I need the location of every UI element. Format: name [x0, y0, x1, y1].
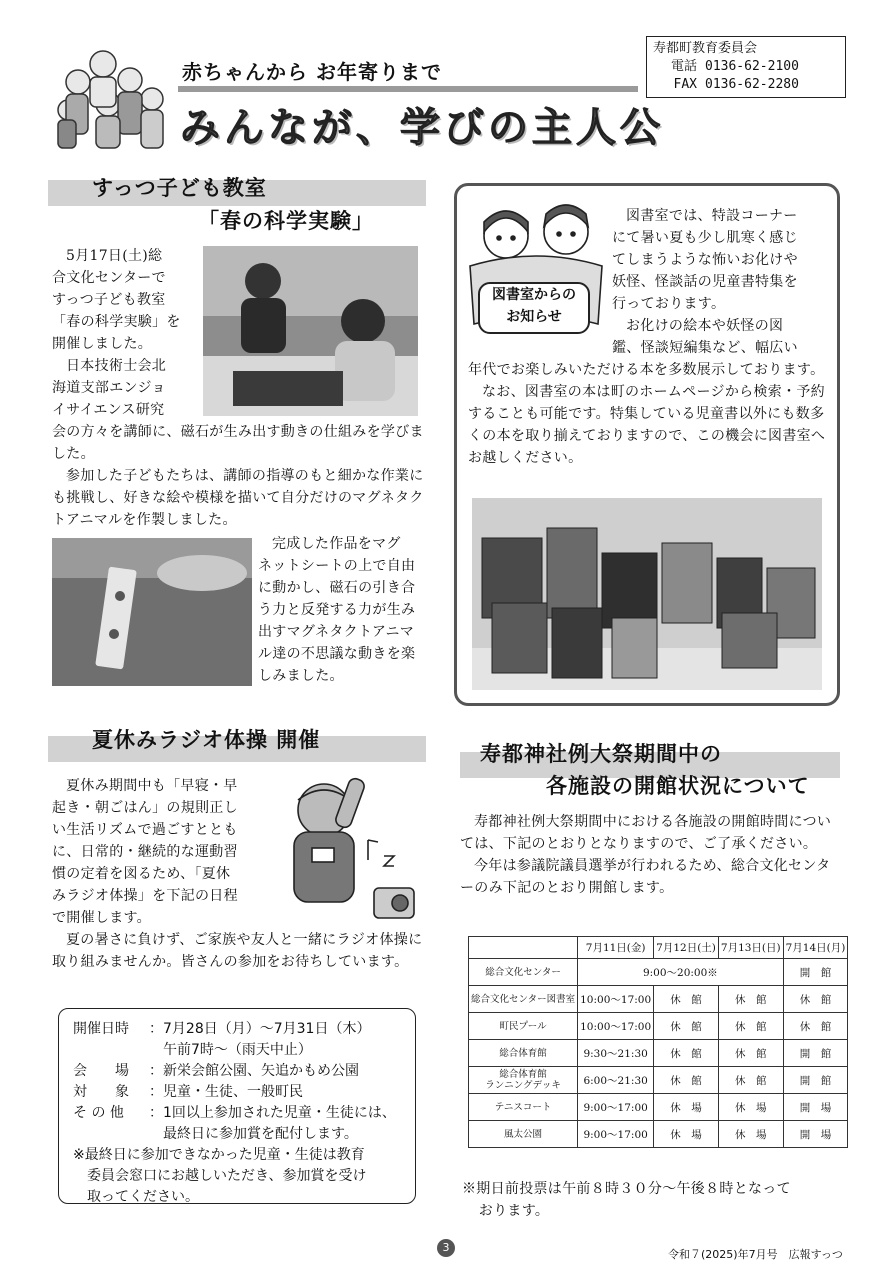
radio-exercise-illustration [272, 770, 422, 930]
table-cell-facility: テニスコート [469, 1094, 578, 1121]
science-p4-line: ル達の不思議な動きを楽 [258, 646, 416, 662]
library-badge [478, 282, 590, 334]
table-cell-facility: 総合文化センター図書室 [469, 986, 578, 1013]
science-text-block-1 [52, 245, 202, 421]
library-photo-books [472, 498, 822, 690]
table-cell-status: 休 場 [654, 1121, 719, 1148]
info-target-value: 児童・生徒、一般町民 [163, 1084, 303, 1100]
table-cell-hours: 9:00～17:00 [578, 1094, 654, 1121]
schedule-table-wrapper [468, 936, 846, 1148]
library-p1-line: 行っております。 [612, 296, 726, 312]
info-other-value2: 最終日に参加賞を配付します。 [163, 1126, 358, 1142]
info-colon: ： [149, 1105, 163, 1121]
shrine-text [460, 811, 840, 899]
science-p4-line: に動かし、磁石の引き合 [258, 580, 416, 596]
info-other-key: そ の 他 [73, 1105, 124, 1121]
radio-p1-line: 起き・朝ごはん」の規則正し [52, 800, 238, 816]
info-target-key: 対 象 [73, 1084, 129, 1100]
table-cell-facility [469, 1067, 578, 1094]
shrine-note-line2: おります。 [478, 1203, 550, 1219]
radio-p1-line: 慣の定着を図るため、「夏休 [52, 866, 231, 882]
shrine-heading-line2: 各施設の開館状況について [546, 774, 810, 798]
table-cell-status: 休 場 [654, 1094, 719, 1121]
header-subtitle: 赤ちゃんから お年寄りまで [182, 60, 442, 84]
radio-heading: 夏休みラジオ体操 開催 [92, 728, 321, 752]
library-badge-line2: お知らせ [506, 309, 562, 325]
radio-info-box [58, 1008, 416, 1204]
table-cell-hours: 10:00～17:00 [578, 986, 654, 1013]
table-cell-status: 開 館 [783, 1040, 848, 1067]
table-cell-facility: 総合体育館 [469, 1040, 578, 1067]
science-heading-line2: 「春の科学実験」 [198, 209, 374, 233]
contact-fax-row [653, 76, 839, 94]
table-header-row [469, 937, 848, 959]
library-p2-continued: 年代でお楽しみいただける本を多数展示しております。 [468, 362, 825, 378]
info-colon: ： [149, 1021, 163, 1037]
science-p4-line: 出すマグネタクトアニマ [258, 624, 415, 640]
table-cell-status: 休 館 [718, 1040, 783, 1067]
radio-p1-line: い生活リズムで過ごすととも [52, 822, 238, 838]
science-p4-line: 完成した作品をマグ [272, 536, 401, 552]
science-p1-line: 5月17日(土)総 [66, 248, 163, 264]
table-cell-status: 休 館 [718, 1067, 783, 1094]
library-p3: なお、図書室の本は町のホームページから検索・予約することも可能です。特集している児童書以外にも数多くの本を取り揃えておりますので、この機会に図書室へお越しください。 [468, 384, 826, 466]
page-number-badge [437, 1239, 455, 1257]
table-cell-hours: 6:00～21:30 [578, 1067, 654, 1094]
table-cell-hours: 9:30～21:30 [578, 1040, 654, 1067]
info-date-row2 [73, 1040, 405, 1061]
contact-box [646, 36, 846, 98]
info-place-key: 会 場 [73, 1063, 129, 1079]
page-number: 3 [442, 1241, 450, 1254]
table-cell-hours: 9:00～17:00 [578, 1121, 654, 1148]
contact-org: 寿都町教育委員会 [653, 41, 758, 56]
science-p2-line: 海道支部エンジョ [52, 380, 166, 396]
library-p2-line: 鑑、怪談短編集など、幅広い [612, 340, 798, 356]
science-text-block-3 [258, 533, 428, 687]
table-cell-status: 開 場 [783, 1121, 848, 1148]
table-row [469, 986, 848, 1013]
library-p1-line: てしまうような怖いお化けや [612, 252, 798, 268]
info-note-line: ※最終日に参加できなかった児童・生徒は教育 [73, 1147, 365, 1163]
science-photo-children [203, 246, 418, 416]
info-colon: ： [149, 1084, 163, 1100]
contact-tel-label: 電話 [670, 59, 697, 74]
info-place-row [73, 1061, 405, 1082]
library-p2-line: お化けの絵本や妖怪の図 [626, 318, 784, 334]
table-cell-status: 休 場 [718, 1094, 783, 1121]
library-p1-line: にて暑い夏も少し肌寒く感じ [612, 230, 798, 246]
info-colon: ： [149, 1063, 163, 1079]
table-cell-facility-line2: ランニングデッキ [485, 1080, 561, 1091]
contact-tel-row [653, 58, 839, 76]
science-p1-line: 開催しました。 [52, 336, 153, 352]
radio-p1-line: 夏休み期間中も「早寝・早 [66, 778, 238, 794]
table-header-date: 7月13日(日) [718, 937, 783, 959]
table-cell-status: 休 場 [718, 1121, 783, 1148]
radio-text-block-1 [52, 775, 272, 929]
science-photo-craft [52, 538, 252, 686]
library-badge-line1: 図書室からの [492, 287, 576, 303]
library-p1-line: 妖怪、怪談話の児童書特集を [612, 274, 798, 290]
shrine-heading-line1: 寿都神社例大祭期間中の [480, 742, 722, 766]
science-p1-line: すっつ子ども教室 [52, 292, 166, 308]
table-cell-hours-span: 9:00～20:00※ [578, 959, 784, 986]
info-date-row [73, 1019, 405, 1040]
info-date-value2: 午前7時～（雨天中止） [163, 1042, 312, 1058]
table-cell-facility: 総合文化センター [469, 959, 578, 986]
table-cell-status: 開 館 [783, 959, 848, 986]
info-date-value: 7月28日（月）～7月31日（木） [163, 1021, 371, 1037]
shrine-note-line1: ※期日前投票は午前８時３０分～午後８時となって [462, 1181, 791, 1197]
table-header-blank [469, 937, 578, 959]
table-row [469, 1067, 848, 1094]
table-cell-status: 開 館 [783, 1067, 848, 1094]
table-header-date: 7月14日(月) [783, 937, 848, 959]
table-cell-status: 休 館 [718, 986, 783, 1013]
table-header-date: 7月12日(土) [654, 937, 719, 959]
science-p4-line: しみました。 [258, 668, 344, 684]
shrine-p1: 寿都神社例大祭期間中における各施設の開館時間については、下記のとおりとなりますので、ご了承ください。 [460, 814, 832, 852]
info-other-row [73, 1103, 405, 1124]
table-row [469, 1013, 848, 1040]
science-heading-line1: すっつ子ども教室 [92, 176, 267, 200]
library-p1-line: 図書室では、特設コーナー [626, 208, 798, 224]
radio-p1-line: みラジオ体操」を下記の日程 [52, 888, 238, 904]
table-row [469, 1121, 848, 1148]
table-row [469, 1040, 848, 1067]
table-cell-status: 休 館 [783, 986, 848, 1013]
table-cell-status: 休 館 [718, 1013, 783, 1040]
library-text-block-2 [468, 359, 834, 469]
table-row [469, 1094, 848, 1121]
radio-p1-line: に、日常的・継続的な運動習 [52, 844, 238, 860]
header-main-title: みんなが、学びの主人公 [180, 105, 664, 151]
schedule-table [468, 936, 848, 1148]
info-note-line: 委員会窓口にお越しいただき、参加賞を受け [87, 1168, 367, 1184]
science-p3: 参加した子どもたちは、講師の指導のもと細かな作業にも挑戦し、好きな絵や模様を描いて自分だけのマグネタクトアニマルを作製しました。 [52, 468, 424, 528]
shrine-note [462, 1178, 840, 1222]
table-cell-facility: 町民プール [469, 1013, 578, 1040]
table-cell-facility: 風太公園 [469, 1121, 578, 1148]
science-p2-line: 日本技術士会北 [66, 358, 167, 374]
science-p2-continued: 会の方々を講師に、磁石が生み出す動きの仕組みを学びました。 [52, 424, 424, 462]
table-row [469, 959, 848, 986]
footer-issue: 令和７(2025)年7月号 広報すっつ [668, 1248, 843, 1261]
science-p1-line: 「春の科学実験」を [52, 314, 181, 330]
science-p1-line: 合文化センターで [52, 270, 166, 286]
radio-text-block-2 [52, 929, 426, 973]
info-other-row2 [73, 1124, 405, 1145]
table-cell-facility-line1: 総合体育館 [499, 1069, 547, 1080]
science-p4-line: ネットシートの上で自由 [258, 558, 416, 574]
table-cell-status: 開 場 [783, 1094, 848, 1121]
contact-fax-label: FAX [673, 77, 697, 92]
science-text-block-2 [52, 421, 426, 531]
radio-p2: 夏の暑さに負けず、ご家族や友人と一緒にラジオ体操に取り組みませんか。皆さんの参加をお待ちしています。 [52, 932, 423, 970]
info-place-value: 新栄会館公園、矢追かもめ公園 [163, 1063, 359, 1079]
info-other-value: 1回以上参加された児童・生徒には、 [163, 1105, 396, 1121]
table-cell-status: 休 館 [783, 1013, 848, 1040]
shrine-p2: 今年は参議院議員選挙が行われるため、総合文化センターのみ下記のとおり開館します。 [460, 858, 831, 896]
radio-p1-line: で開催します。 [52, 910, 151, 926]
science-p4-line: う力と反発する力が生み [258, 602, 416, 618]
library-text-block-1 [612, 205, 834, 359]
header-divider [178, 86, 638, 92]
table-header-date: 7月11日(金) [578, 937, 654, 959]
info-note-line: 取ってください。 [87, 1189, 199, 1205]
info-target-row [73, 1082, 405, 1103]
table-cell-hours: 10:00～17:00 [578, 1013, 654, 1040]
table-cell-status: 休 館 [654, 1067, 719, 1094]
table-cell-status: 休 館 [654, 986, 719, 1013]
contact-tel: 0136-62-2100 [705, 59, 799, 74]
science-p2-line: イサイエンス研究 [52, 402, 165, 418]
info-date-key: 開催日時 [73, 1021, 129, 1037]
table-cell-status: 休 館 [654, 1013, 719, 1040]
table-cell-status: 休 館 [654, 1040, 719, 1067]
header-illustration-family [48, 44, 168, 154]
contact-fax: 0136-62-2280 [705, 77, 799, 92]
